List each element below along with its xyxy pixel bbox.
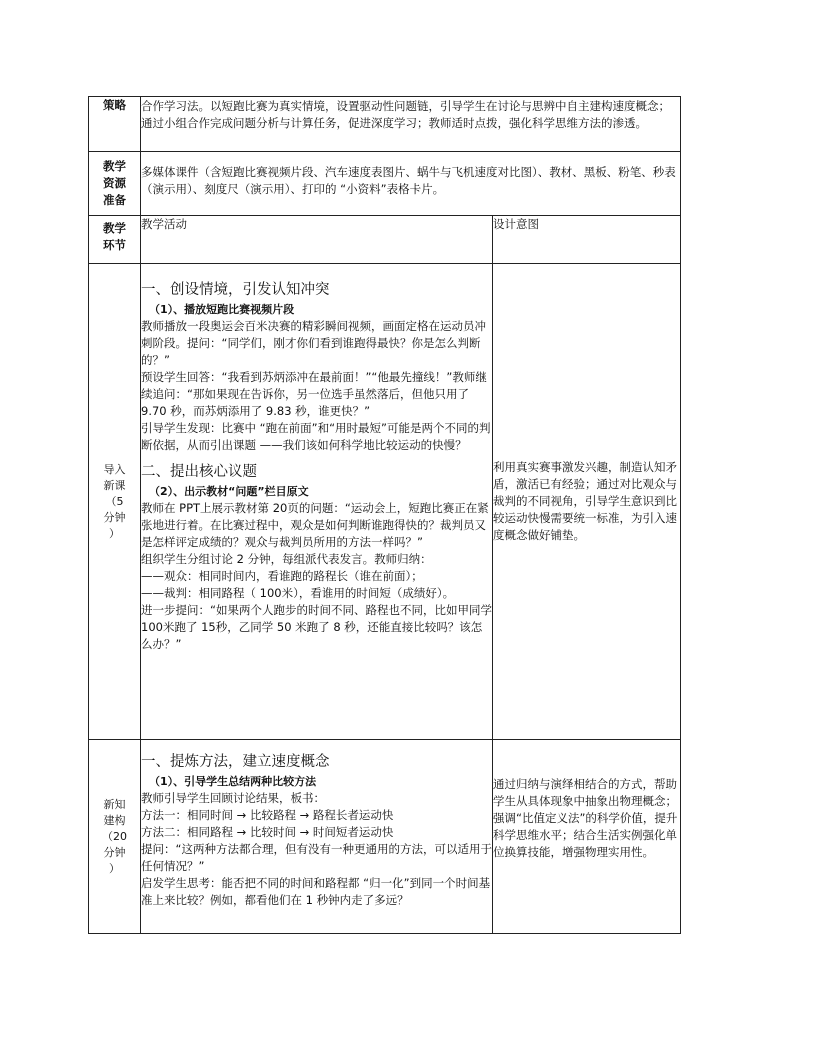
activity-paragraph: 教师引导学生回顾讨论结果，板书： [141,791,325,805]
activity-paragraph: 教师播放一段奥运会百米决赛的精彩瞬间视频，画面定格在运动员冲刺阶段。提问：“同学们，刚才你们看到谁跑得最快？你是怎么判断的？” [141,319,486,367]
header-label [89,216,141,264]
section-title: 一、创设情境，引发认知冲突 [141,282,330,298]
resources-label-line: 教学 [103,159,126,173]
newknow-label-line: 新知 [103,797,126,811]
resources-text: 多媒体课件（含短跑比赛视频片段、汽车速度表图片、蜗牛与飞机速度对比图）、教材、黑板、粉笔、秒表（演示用）、刻度尺（演示用）、打印的 “小资料”表格卡片。 [141,152,681,216]
intro-intent: 利用真实赛事激发兴趣，制造认知矛盾，激活已有经验；通过对比观众与裁判的不同视角，引导学生意识到比较运动快慢需要统一标准，为引入速度概念做好铺垫。 [493,264,681,740]
header-label-line: 教学 [103,221,126,235]
activity-paragraph: ——观众：相同时间内，看谁跑的路程长（谁在前面）； [141,569,423,583]
activity-paragraph: 方法二：相同路程 → 比较时间 → 时间短者运动快 [141,825,394,839]
activity-paragraph: 预设学生回答：“我看到苏炳添冲在最前面！”“他最先撞线！”教师继续追问：“那如果现在告诉你，另一位选手虽然落后，但他只用了 9.70 秒，而苏炳添用了 9.83 秒，谁更快？” [141,370,487,418]
subsection-title: （1）、引导学生总结两种比较方法 [149,775,317,788]
intro-label-line: 分钟 [103,510,126,524]
activity-paragraph: 进一步提问：“如果两个人跑步的时间不同、路程也不同，比如甲同学 100米跑了 15秒，乙同学 50 米跑了 8 秒，还能直接比较吗？该怎么办？” [141,603,492,651]
strategy-text: 合作学习法。以短跑比赛为真实情境，设置驱动性问题链，引导学生在讨论与思辨中自主建构速度概念；通过小组合作完成问题分析与计算任务，促进深度学习；教师适时点拨，强化科学思维方法的渗透。 [141,97,681,152]
activity-paragraph: 启发学生思考：能否把不同的时间和路程都 “归一化”到同一个时间基准上来比较？例如，都看他们在 1 秒钟内走了多远？ [141,876,491,907]
strategy-row [89,97,681,152]
header-row [89,216,681,264]
newknow-label-line: ） [109,861,120,875]
newknow-intent: 通过归纳与演绎相结合的方式，帮助学生从具体现象中抽象出物理概念；强调“比值定义法”的科学价值，提升科学思维水平；结合生活实例强化单位换算技能，增强物理实用性。 [493,740,681,934]
resources-label [89,152,141,216]
activity-paragraph: 方法一：相同时间 → 比较路程 → 路程长者运动快 [141,808,394,822]
activity-paragraph: ——裁判：相同路程（ 100米），看谁用的时间短（成绩好）。 [141,586,455,600]
header-label-line: 环节 [103,238,126,252]
section-title: 二、提出核心议题 [141,464,257,480]
activity-paragraph: 组织学生分组讨论 2 分钟，每组派代表发言。教师归纳： [141,552,432,566]
intro-label-line: 新课 [103,478,126,492]
newknow-label-line: 分钟 [103,845,126,859]
resources-label-line: 资源 [103,176,126,190]
subsection-title: （1）、播放短跑比赛视频片段 [149,303,295,316]
activity-header: 教学活动 [141,216,493,264]
subsection-title: （2）、出示教材“问题”栏目原文 [149,485,309,498]
newknow-row [89,740,681,934]
activity-paragraph: 提问：“这两种方法都合理，但有没有一种更通用的方法，可以适用于任何情况？” [141,842,492,873]
resources-label-line: 准备 [103,193,126,207]
intent-header: 设计意图 [493,216,681,264]
newknow-activity [141,740,493,934]
section-title: 一、提炼方法，建立速度概念 [141,754,330,770]
lesson-plan-table [88,96,681,934]
intro-label [89,264,141,740]
intro-label-line: ） [109,526,120,540]
activity-paragraph: 引导学生发现：比赛中 “跑在前面”和“用时最短”可能是两个不同的判断依据，从而引出课题 ——我们该如何科学地比较运动的快慢？ [141,421,491,452]
intro-activity [141,264,493,740]
newknow-label-line: （20 [102,829,127,843]
intro-label-line: （5 [105,494,124,508]
activity-paragraph: 教师在 PPT上展示教材第 20页的问题：“运动会上，短跑比赛正在紧张地进行着。在比赛过程中，观众是如何判断谁跑得快的？裁判员又是怎样评定成绩的？观众与裁判员所用的方法一样吗？” [141,501,489,549]
intro-row [89,264,681,740]
resources-row [89,152,681,216]
newknow-label [89,740,141,934]
newknow-label-line: 建构 [103,813,126,827]
intro-label-line: 导入 [103,462,126,476]
strategy-label: 策略 [89,97,141,152]
